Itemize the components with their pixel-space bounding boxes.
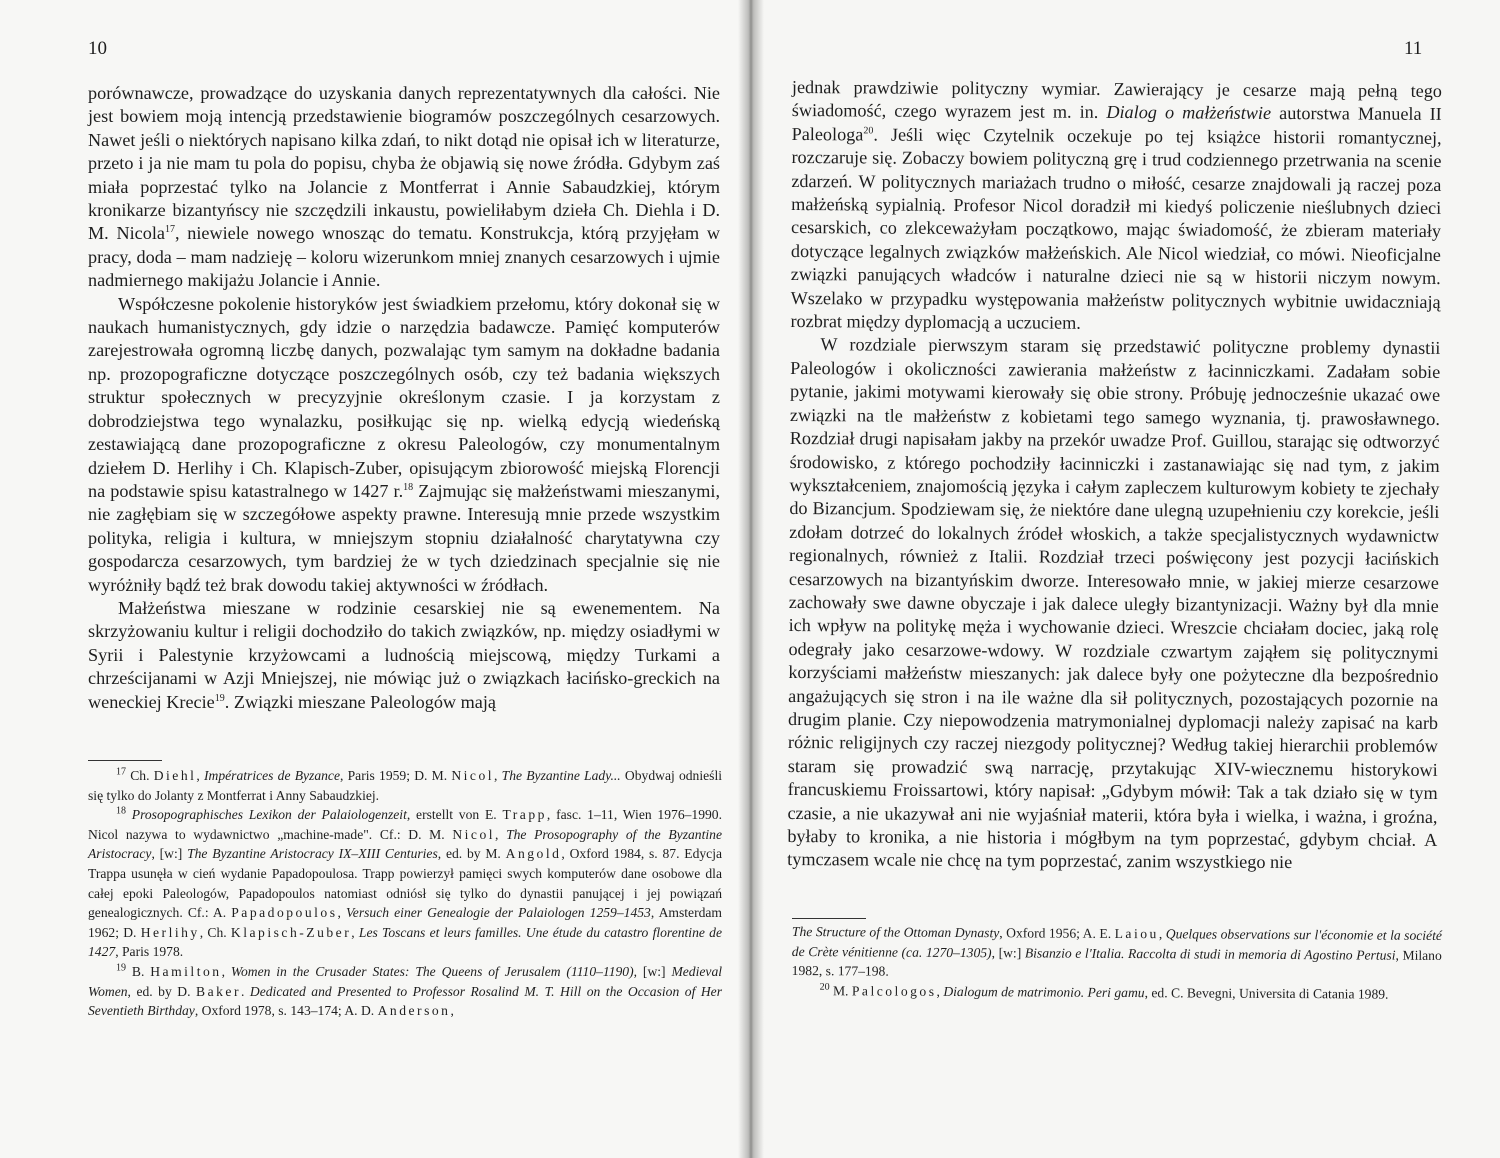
- footnote: [88, 962, 722, 1021]
- footnote: [88, 766, 722, 805]
- footnote-separator: [792, 918, 866, 919]
- italic-run: Dedicated and Presented to Professor Rosalind M. T. Hill on the Occasion of Her Seventieth Birthday: [88, 983, 723, 1019]
- footnotes: [792, 922, 1442, 1004]
- text-run: Małżeństwa mieszane w rodzinie cesarskiej nie są ewenementem. Na skrzyżowaniu kultur i religii dochodziło do takich związków, np. między osiadłymi w Syrii i Palestynie krzyżowcami a ludnością miejscową, między Turkami a chrześcijanami w Azji Mniejszej, nie mówiąc już o związkach łacińsko-greckich na weneckiej Krecie: [88, 597, 720, 712]
- left-page: [0, 0, 748, 1158]
- page-number: 11: [1404, 38, 1423, 59]
- right-page: [754, 0, 1500, 1158]
- text-run: ,: [936, 983, 944, 999]
- footnote-ref: 19: [116, 962, 126, 974]
- text-run: , Paris 1978.: [115, 944, 184, 960]
- author-name: Baker: [196, 983, 241, 999]
- italic-run: Dialogum de matrimonio. Peri gamu: [943, 983, 1145, 1000]
- text-run: , erstellt von E.: [406, 807, 503, 823]
- author-name: Anderson: [377, 1003, 451, 1019]
- text-run: , Oxford 1984, s. 87. Edycja Trappa usunęła w cień wydanie Papadopoulosa. Trapp powierzył pamięci swych komputerów dane osobowe dla całej epoki Paleologów, Papadopoulos natomiast odniósł się tylko do dynastii panującej i jej powiązań genealogicznych. Cf.: A.: [88, 846, 723, 921]
- text-run: , [w:]: [991, 944, 1025, 961]
- text-run: porównawcze, prowadzące do uzyskania danych reprezentatywnych dla całości. Nie jest bowiem moją intencją przedstawienie biogramów poszczególnych cesarzowych. Nawet jeśli o niektórych napisano kilka zdań, to nikt dotąd nie opisał ich w literaturze, przeto i ja nie mam tu pola do popisu, chyba że objawią się nowe źródła. Gdybym zaś miała poprzestać tylko na Jolancie z Montferrat i Annie Sabaudzkiej, którym kronikarze bizantyńscy nie szczędzili inkaustu, powieliłabym dzieła Ch. Diehla i D. M. Nicola: [88, 83, 720, 244]
- footnote-ref: 20: [819, 981, 830, 993]
- text-run: , Oxford 1956; A. E.: [999, 925, 1115, 941]
- italic-run: Versuch einer Genealogie der Palaiologen 1259–1453: [346, 905, 651, 921]
- footnote-ref: 19: [214, 692, 225, 704]
- text-run: , Oxford 1978, s. 143–174; A. D.: [194, 1003, 378, 1019]
- book-gutter: [738, 0, 764, 1158]
- italic-run: The Byzantine Aristocracy IX–XIII Centuries: [187, 846, 438, 862]
- text-run: . Jeśli więc Czytelnik oczekuje po tej książce historii romantycznej, rozczaruje się. Zobaczy bowiem polityczną grę i trud codziennego przetrwania na scenie zdarzeń. W politycznych mariażach trudno o miłość, cesarze znajdowali ją raczej poza małżeńską sypialnią. Profesor Nicol doradził mi kiedyś policzenie nieślubnych dzieci cesarskich, co zlekceważyłam początkowo, mając świadomość, że zbieram materiały dotyczące legalnych związków małżeńskich. Ale Nicol wiedział, co mówi. Nieoficjalne związki panujących władców i naturalne dzieci nie są w historii niczym nowym. Wszelako w przypadku występowania małżeństw politycznych wybitnie uwidaczniają rozbrat między dyplomacją a uczuciem.: [790, 124, 1442, 333]
- italic-run: Les Toscans et leurs familles. Une étude du catastro florentine de 1427: [88, 924, 723, 960]
- author-name: Nicol: [452, 826, 496, 842]
- text-run: , [w:]: [151, 846, 188, 862]
- text-run: ,: [337, 905, 347, 921]
- footnote-ref: 17: [116, 766, 126, 778]
- footnote-ref: 20: [863, 125, 874, 137]
- text-run: , Amsterdam 1962; D.: [88, 905, 723, 940]
- text-run: B.: [126, 963, 151, 979]
- paragraph: [88, 597, 720, 714]
- text-run: ,: [450, 1003, 454, 1019]
- author-name: Hamilton: [150, 963, 222, 979]
- italic-run: Dialog o małżeństwie: [1106, 102, 1272, 124]
- text-run: M.: [829, 983, 852, 999]
- page-number: 10: [88, 38, 107, 59]
- text-run: , Milano 1982, s. 177–198.: [791, 947, 1442, 979]
- italic-run: Bisanzio e l'Italia. Raccolta di studi in memoria di Agostino Pertusi: [1024, 945, 1396, 963]
- author-name: Papadopoulos: [231, 905, 338, 921]
- paragraph: [88, 82, 720, 293]
- italic-run: The Structure of the Ottoman Dynasty: [791, 923, 1000, 941]
- text-run: ,: [495, 826, 507, 842]
- text-run: Obydwaj odnieśli się tylko do Jolanty z Montferrat i Anny Sabaudzkiej.: [88, 768, 723, 803]
- author-name: Angold: [505, 846, 562, 862]
- italic-run: Medieval Women: [88, 963, 723, 999]
- text-run: Współczesne pokolenie historyków jest świadkiem przełomu, który dokonał się w naukach humanistycznych, gdy idzie o narzędzia badawcze. Pamięć komputerów zarejestrowała ogromną liczbę danych, pozwalając tym samym na dokładne badania np. prozopograficzne dotyczące poszczególnych osób, czy też badania większych struktur społecznych w precyzyjnie określonym czasie. I ja korzystam z dobrodziejstwa tego wynalazku, posiłkując się np. wielką edycją wiedeńską zestawiającą dane prozopograficzne z okresu Paleologów, czy monumentalnym dziełem D. Herlihy i Ch. Klapisch-Zuber, opisującym zbiorowość miejską Florencji na podstawie spisu katastralnego w 1427 r.: [88, 293, 720, 501]
- footnote: [792, 922, 1442, 985]
- text-run: . Związki mieszane Paleologów mają: [224, 691, 496, 712]
- footnote: [792, 981, 1442, 1005]
- text-run: ,: [1158, 926, 1166, 942]
- italic-run: Prosopographisches Lexikon der Palaiologenzeit: [131, 807, 407, 823]
- text-run: , ed. C. Bevegni, Universita di Catania 1989.: [1144, 984, 1389, 1002]
- text-run: ,: [494, 768, 502, 783]
- text-run: Zajmując się małżeństwami mieszanymi, nie zagłębiam się w szczegółowe aspekty prawne. Interesują mnie przede wszystkim polityka, religia i kultura, w mniejszym stopniu działalność charytatywna czy gospodarcza cesarzowych, tym bardziej że w tych dziedzinach specjalnie się nie wyróżniły bądź też brak dowodu takiej aktywności w źródłach.: [88, 480, 721, 595]
- footnote-ref: 17: [164, 224, 175, 236]
- italic-run: The Byzantine Lady...: [501, 768, 621, 783]
- italic-run: Women in the Crusader States: The Queens of Jerusalem (1110–1190): [230, 963, 634, 979]
- body-text: [787, 76, 1442, 876]
- text-run: , Ch.: [199, 924, 231, 940]
- text-run: , fasc. 1–11, Wien 1976–1990. Nicol nazywa to wydawnictwo „machine-made". Cf.: D. M.: [88, 807, 722, 842]
- text-run: jednak prawdziwie polityczny wymiar. Zawierający je cesarze mają pełną tego świadomość, czego wyrazem jest m. in.: [791, 76, 1442, 123]
- author-name: Nicol: [451, 768, 495, 783]
- text-run: , ed. by M.: [437, 846, 506, 862]
- footnote-separator: [88, 760, 162, 761]
- text-run: ,: [196, 768, 204, 783]
- footnote-ref: 18: [403, 481, 414, 493]
- paragraph: [790, 76, 1442, 337]
- italic-run: Quelques observations sur l'économie et la société de Crète vénitienne (ca. 1270–1305): [791, 926, 1442, 960]
- text-run: , [w:]: [633, 963, 672, 979]
- footnotes: [88, 766, 722, 1021]
- author-name: Klapisch-Zuber: [230, 924, 352, 940]
- author-name: Trapp: [502, 807, 547, 823]
- author-name: Diehl: [153, 768, 197, 783]
- text-run: .: [240, 983, 250, 999]
- footnote-ref: 18: [116, 805, 126, 817]
- text-run: autorstwa Manuela II Paleologa: [791, 103, 1442, 145]
- text-run: Ch.: [126, 768, 154, 783]
- italic-run: Impératrices de Byzance: [204, 768, 341, 783]
- text-run: , Paris 1959; D. M.: [340, 768, 452, 783]
- text-run: ,: [351, 924, 359, 940]
- author-name: Herlihy: [140, 924, 200, 940]
- footnote: [88, 805, 722, 962]
- text-run: , niewiele nowego wnosząc do tematu. Konstrukcja, którą przyjęłam w pracy, doda – mam nadzieję – koloru wizerunkom mniej znanych cesarzowych i ujmie nadmiernego makijażu Jolancie i Annie.: [88, 223, 720, 291]
- author-name: Laiou: [1114, 925, 1159, 942]
- author-name: Palcologos: [851, 983, 937, 999]
- body-text: [88, 82, 720, 714]
- text-run: W rozdziale pierwszym staram się przedstawić polityczne problemy dynastii Paleologów i okoliczności zawierania małżeństw z łacinniczkami. Zadałam sobie pytanie, jakimi motywami kierowały się obie strony. Próbuję jednocześnie ukazać owe związki na tle małżeństw z kobietami tego samego wyznania, tj. prawosławnego. Rozdział drugi napisałam jakby na przekór uwadze Prof. Guillou, starając się odtworzyć środowisko, z którego pochodziły łacinniczki i zastanawiając się nad tym, z jakim wykształceniem, znajomością języka i całym zapleczem kulturowym kobiety te zjechały do Bizancjum. Spodziewam się, że niektóre dane ulegną uzupełnieniu czy korekcie, jeśli zdołam dotrzeć do lokalnych źródeł włoskich, a także specjalistycznych wydawnictw regionalnych, również z Italii. Rozdział trzeci poświęcony jest pozycji łacińskich cesarzowych na bizantyńskim dworze. Interesowało mnie, w jakiej mierze cesarzowe zachowały swe dawne obyczaje i jak dalece uległy bizantynizacji. Ważny był dla mnie ich wpływ na politykę męża i wychowanie dzieci. Wreszcie chciałam dociec, jaką rolę odegrały jako cesarzowe-wdowy. W rozdziale czwartym zająłem się politycznymi korzyściami małżeństw mieszanych: jak dalece były one pożyteczne dla bezpośrednio angażujących się stron i na ile ważne dla sił politycznych, pozostających pozornie na drugim planie. Czy niepowodzenia matrymonialnej dyplomacji należy zapisać na karb różnic religijnych czy raczej niezgody politycznej? Według takiej hierarchii problemów staram się prowadzić swą narrację, przytakując XIV-wiecznemu historykowi francuskiemu Froissartowi, który napisał: „Gdybym mówił: Tak a tak działo się w tym czasie, a nie ukazywał ani nie wyjaśniał materii, która była i wielka, i ważna, i groźna, byłaby to kronika, a nie historia i mógłbym na tym poprzestać, gdybym chciał. A tymczasem wcale nie chcę na tym poprzestać, zanim wszystkiego nie: [787, 334, 1441, 873]
- text-run: ,: [221, 963, 231, 979]
- paragraph: [787, 333, 1440, 875]
- paragraph: [88, 293, 720, 597]
- text-run: , ed. by D.: [127, 983, 197, 999]
- italic-run: The Prosopography of the Byzantine Aristocracy: [88, 826, 722, 862]
